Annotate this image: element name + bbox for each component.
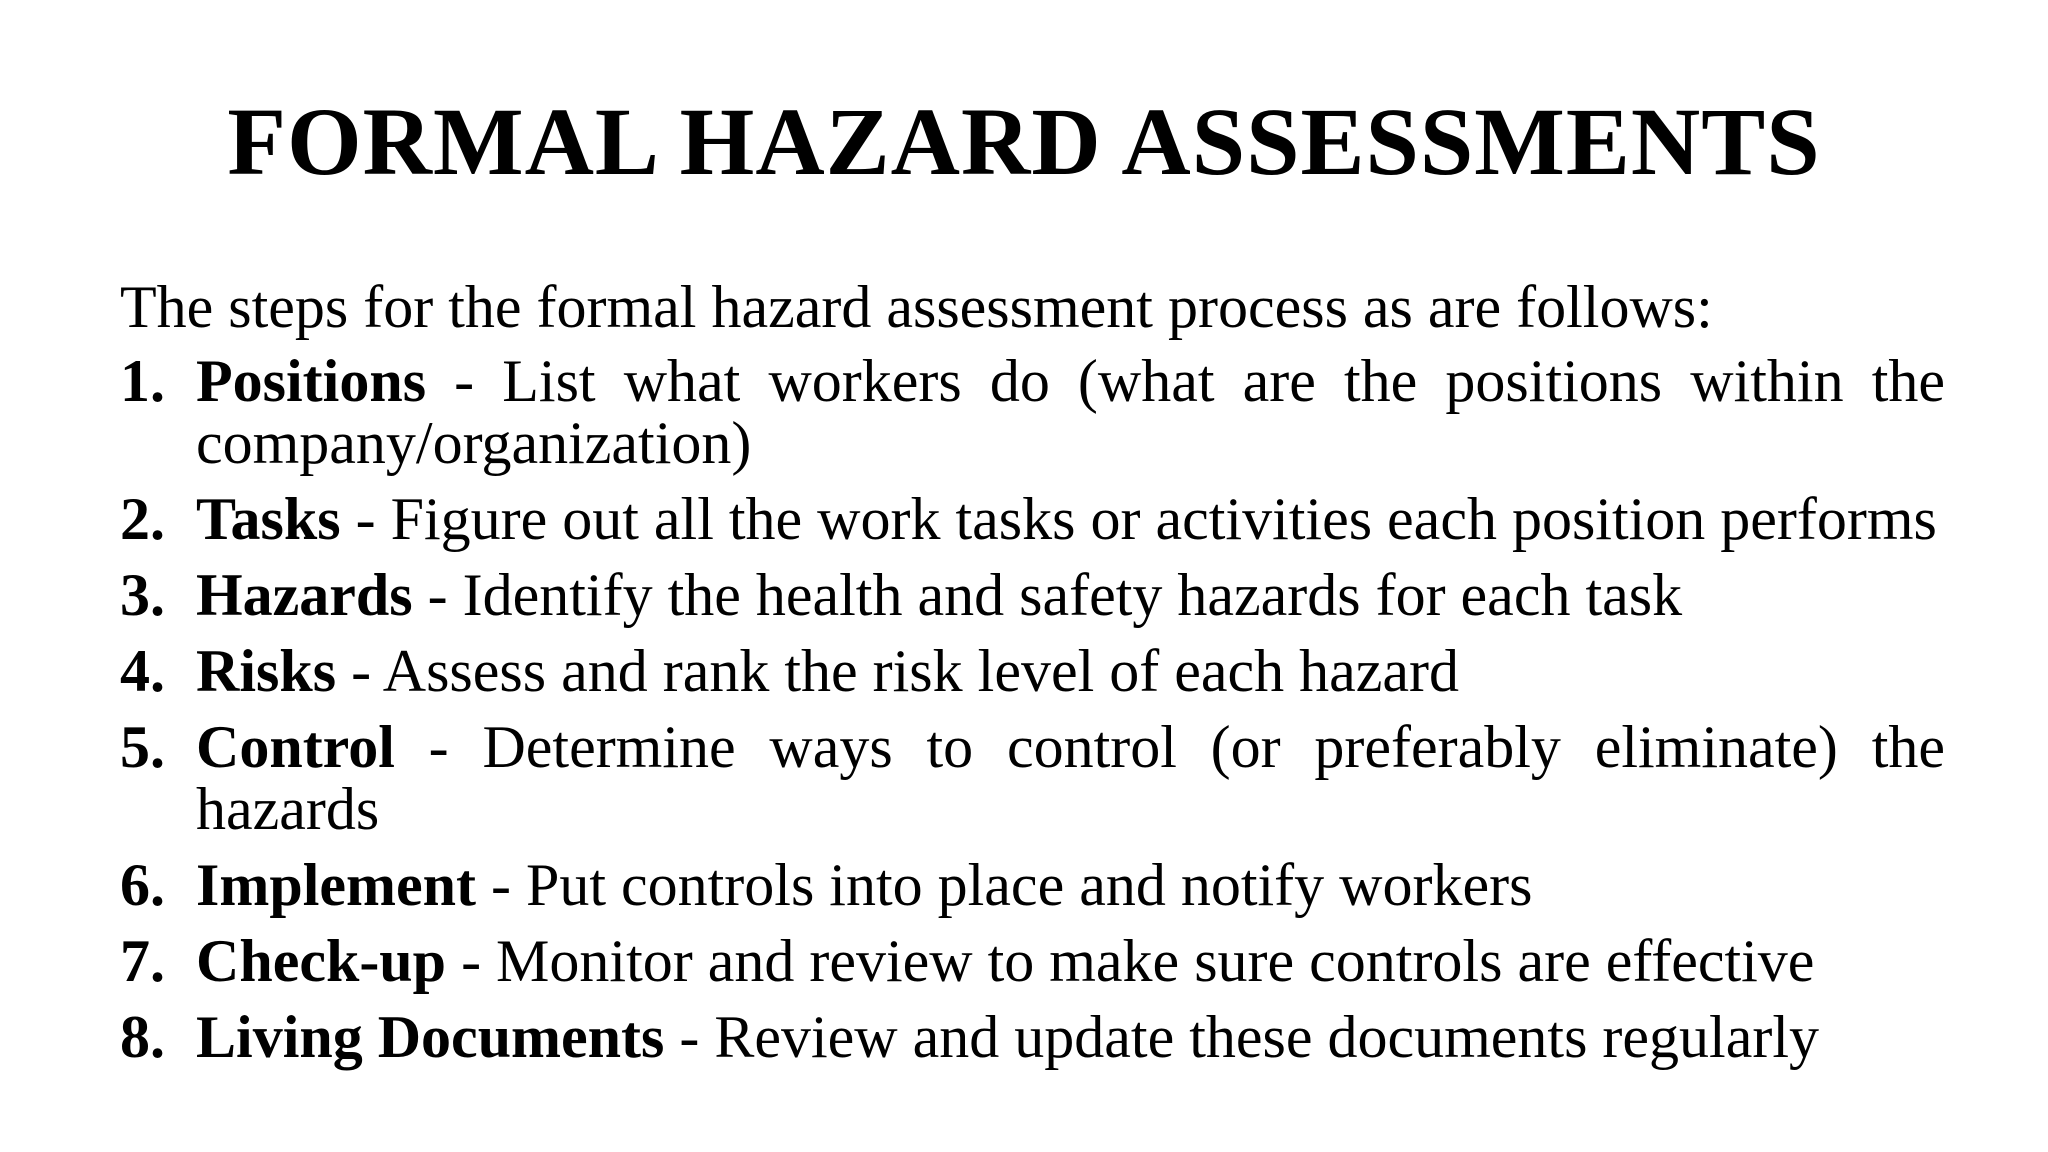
- step-item-check-up: [120, 930, 1945, 992]
- step-term: Implement: [196, 852, 476, 918]
- step-number: 6.: [120, 852, 165, 918]
- step-description: List what workers do (what are the positions within the company/organization): [196, 348, 1945, 476]
- step-separator: -: [664, 1004, 715, 1070]
- step-term: Positions: [196, 348, 427, 414]
- step-description: Review and update these documents regularly: [714, 1004, 1819, 1070]
- step-separator: -: [475, 852, 526, 918]
- step-item-risks: [120, 640, 1945, 702]
- steps-list: [120, 350, 1945, 1068]
- step-item-hazards: [120, 564, 1945, 626]
- step-item-tasks: [120, 488, 1945, 550]
- step-term: Tasks: [196, 486, 341, 552]
- step-separator: -: [446, 928, 497, 994]
- step-number: 3.: [120, 562, 165, 628]
- step-description: Determine ways to control (or preferably eliminate) the hazards: [196, 714, 1945, 842]
- slide-body: [120, 270, 1945, 1068]
- step-number: 1.: [120, 348, 165, 414]
- step-number: 2.: [120, 486, 165, 552]
- step-item-implement: [120, 854, 1945, 916]
- step-separator: -: [340, 486, 391, 552]
- step-description: Put controls into place and notify workers: [525, 852, 1533, 918]
- step-description: Assess and rank the risk level of each hazard: [382, 638, 1459, 704]
- step-term: Control: [196, 714, 395, 780]
- step-term: Risks: [196, 638, 337, 704]
- step-number: 4.: [120, 638, 165, 704]
- step-term: Living Documents: [196, 1004, 665, 1070]
- step-description: Monitor and review to make sure controls are effective: [496, 928, 1815, 994]
- step-separator: -: [412, 562, 463, 628]
- step-number: 7.: [120, 928, 165, 994]
- step-description: Identify the health and safety hazards for each task: [462, 562, 1683, 628]
- step-item-positions: [120, 350, 1945, 474]
- step-term: Hazards: [196, 562, 413, 628]
- step-separator: -: [394, 714, 483, 780]
- step-separator: -: [336, 638, 383, 704]
- step-number: 5.: [120, 714, 165, 780]
- step-term: Check-up: [196, 928, 447, 994]
- intro-text: The steps for the formal hazard assessment process as are follows:: [120, 274, 1713, 340]
- step-item-control: [120, 716, 1945, 840]
- step-item-living-documents: [120, 1006, 1945, 1068]
- step-number: 8.: [120, 1004, 165, 1070]
- slide-title: FORMAL HAZARD ASSESSMENTS: [227, 88, 1821, 195]
- step-description: Figure out all the work tasks or activities each position performs: [390, 486, 1937, 552]
- step-separator: -: [426, 348, 503, 414]
